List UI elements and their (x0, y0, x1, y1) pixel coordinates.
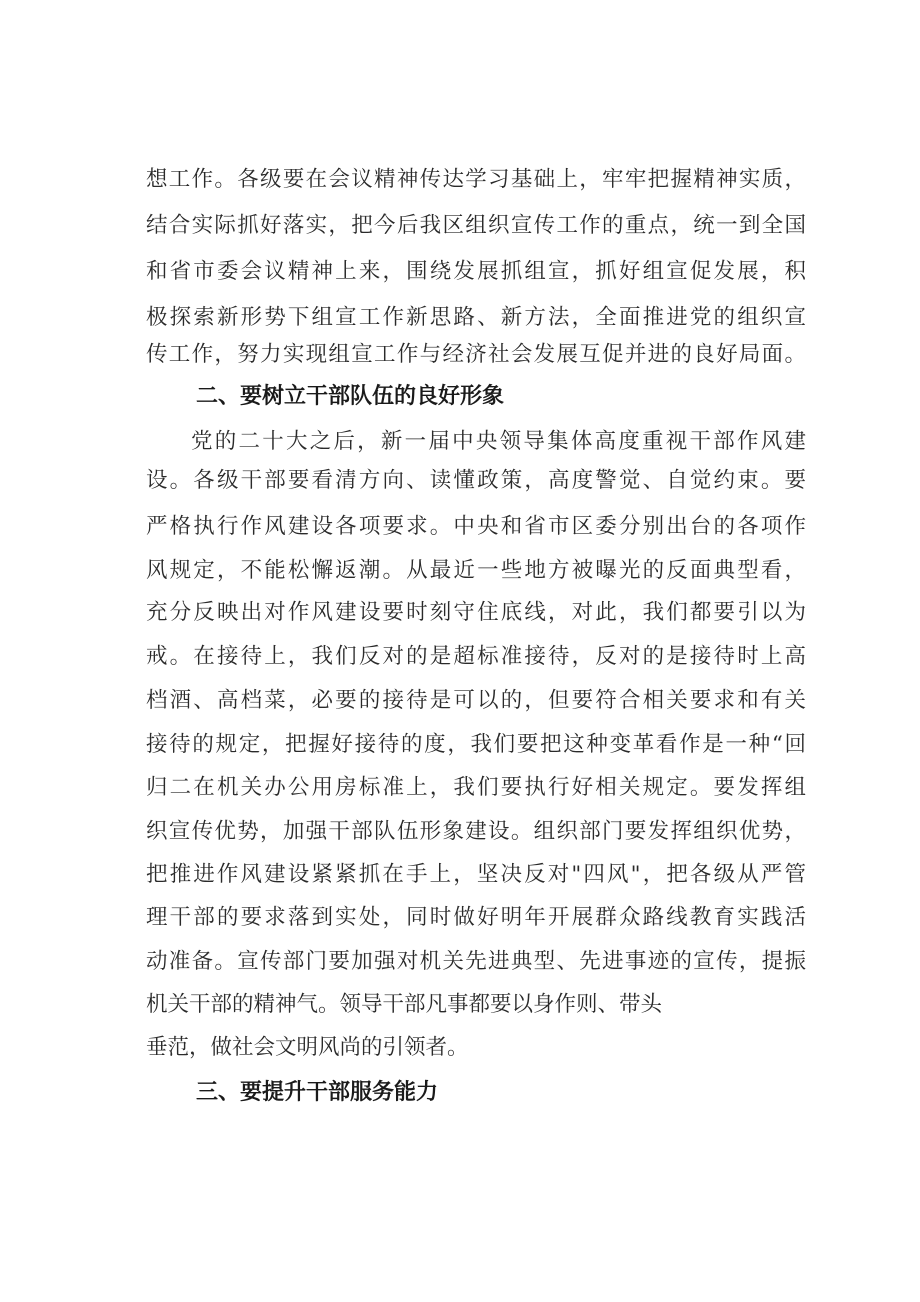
text-line: 机关干部的精神气。领导干部凡事都要以身作则、带头 (146, 992, 663, 1017)
section-heading-2: 二、要树立干部队伍的良好形象 (196, 384, 505, 409)
text-line: 党的二十大之后，新一届中央领导集体高度重视干部作风建 (191, 429, 806, 454)
text-line: 戒。在接待上，我们反对的是超标准接待，反对的是接待时上高 (146, 644, 806, 669)
text-line: 结合实际抓好落实，把今后我区组织宣传工作的重点，统一到全国 (146, 213, 806, 238)
text-line: 传工作，努力实现组宣工作与经济社会发展互促并进的良好局面。 (146, 342, 806, 367)
text-line: 充分反映出对作风建设要时刻守住底线，对此，我们都要引以为 (146, 600, 806, 625)
text-line: 归二在机关办公用房标准上，我们要执行好相关规定。要发挥组 (146, 775, 806, 800)
text-line: 垂范，做社会文明风尚的引领者。 (146, 1035, 469, 1060)
text-line: 档酒、高档菜，必要的接待是可以的，但要符合相关要求和有关 (146, 688, 806, 713)
text-line: 动准备。宣传部门要加强对机关先进典型、先进事迹的宣传，提振 (146, 949, 806, 974)
section-heading-3: 三、要提升干部服务能力 (196, 1080, 439, 1105)
text-line: 把推进作风建设紧紧抓在手上，坚决反对"四风"，把各级从严管 (146, 862, 806, 887)
text-line: 极探索新形势下组宣工作新思路、新方法，全面推进党的组织宣 (146, 305, 806, 330)
text-line: 和省市委会议精神上来，围绕发展抓组宣，抓好组宣促发展，积 (146, 259, 806, 284)
text-line: 设。各级干部要看清方向、读懂政策，高度警觉、自觉约束。要 (146, 468, 806, 493)
text-line: 织宣传优势，加强干部队伍形象建设。组织部门要发挥组织优势， (146, 819, 806, 844)
text-line: 接待的规定，把握好接待的度，我们要把这种变革看作是一种“回 (146, 732, 806, 757)
text-line: 严格执行作风建设各项要求。中央和省市区委分别出台的各项作 (146, 514, 806, 539)
text-line: 理干部的要求落到实处，同时做好明年开展群众路线教育实践活 (146, 905, 806, 930)
text-line: 风规定，不能松懈返潮。从最近一些地方被曝光的反面典型看， (146, 558, 806, 583)
text-line: 想工作。各级要在会议精神传达学习基础上，牢牢把握精神实质， (146, 167, 806, 192)
